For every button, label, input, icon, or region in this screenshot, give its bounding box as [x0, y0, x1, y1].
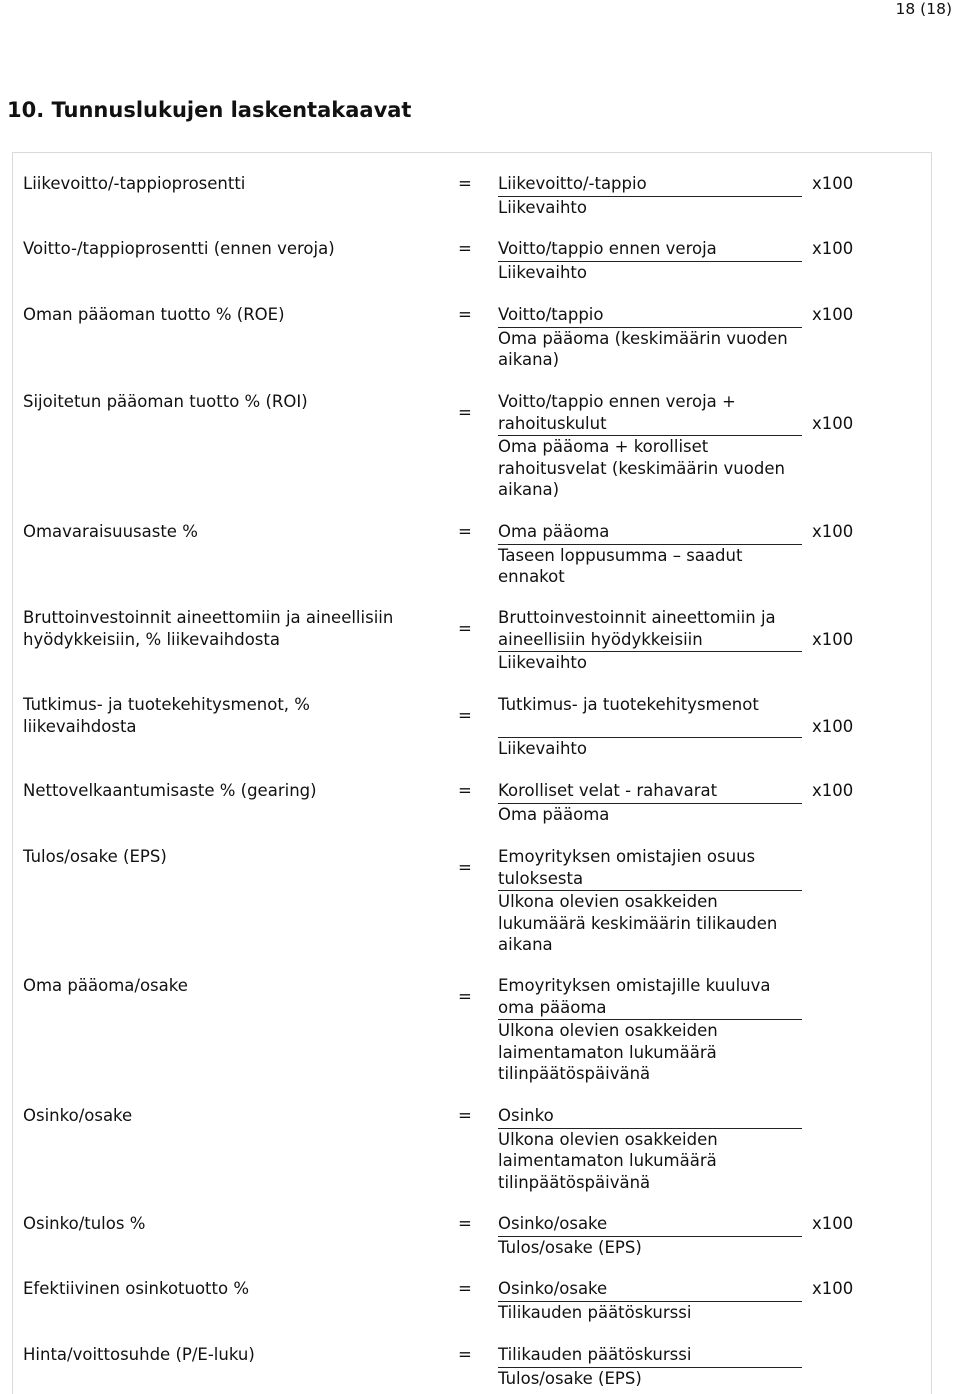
multiplier: x100 — [812, 781, 854, 800]
numerator: Osinko/osake — [498, 1213, 802, 1237]
equals-sign: = — [458, 1279, 472, 1298]
numerator: Emoyrityksen omistajille kuuluva oma pääoma — [498, 975, 802, 1020]
multiplier: x100 — [812, 174, 854, 193]
fraction — [498, 694, 802, 759]
equals-sign: = — [458, 706, 472, 725]
numerator: Emoyrityksen omistajien osuus tuloksesta — [498, 846, 802, 891]
fraction — [498, 607, 802, 674]
multiplier: x100 — [812, 305, 854, 324]
denominator: Tilikauden päätöskurssi — [498, 1302, 692, 1322]
equals-sign: = — [458, 619, 472, 638]
formula-label: Osinko/tulos % — [23, 1214, 146, 1233]
multiplier: x100 — [812, 522, 854, 541]
equals-sign: = — [458, 1345, 472, 1364]
formula-label: Liikevoitto/-tappioprosentti — [23, 174, 246, 193]
formula-label: Tutkimus- ja tuotekehitysmenot, % liikevaihdosta — [23, 695, 310, 736]
multiplier: x100 — [812, 1279, 854, 1298]
fraction — [498, 173, 802, 218]
formula-label: Efektiivinen osinkotuotto % — [23, 1279, 250, 1298]
numerator: Korolliset velat - rahavarat — [498, 780, 802, 804]
denominator: Tulos/osake (EPS) — [498, 1368, 642, 1388]
denominator: Oma pääoma + korolliset rahoitusvelat (keskimäärin vuoden aikana) — [498, 437, 785, 499]
denominator: Liikevaihto — [498, 262, 587, 282]
numerator: Osinko — [498, 1105, 802, 1129]
fraction — [498, 846, 802, 956]
fraction — [498, 1213, 802, 1258]
numerator: Tilikauden päätöskurssi — [498, 1344, 802, 1368]
denominator: Taseen loppusumma – saadut ennakot — [498, 545, 743, 586]
numerator: Voitto/tappio — [498, 304, 802, 328]
fraction — [498, 1278, 802, 1323]
denominator: Liikevaihto — [498, 738, 587, 758]
fraction — [498, 780, 802, 825]
fraction — [498, 1344, 802, 1389]
equals-sign: = — [458, 1214, 472, 1233]
denominator: Liikevaihto — [498, 197, 587, 217]
equals-sign: = — [458, 858, 472, 877]
multiplier: x100 — [812, 1214, 854, 1233]
equals-sign: = — [458, 403, 472, 422]
equals-sign: = — [458, 781, 472, 800]
equals-sign: = — [458, 174, 472, 193]
formula-label: Oman pääoman tuotto % (ROE) — [23, 305, 285, 324]
multiplier: x100 — [812, 239, 854, 258]
formula-label: Omavaraisuusaste % — [23, 522, 198, 541]
fraction — [498, 975, 802, 1085]
fraction — [498, 521, 802, 588]
fraction — [498, 1105, 802, 1193]
numerator: Oma pääoma — [498, 521, 802, 545]
numerator: Liikevoitto/-tappio — [498, 173, 802, 197]
denominator: Ulkona olevien osakkeiden laimentamaton lukumäärä tilinpäätöspäivänä — [498, 1129, 718, 1192]
formula-label: Nettovelkaantumisaste % (gearing) — [23, 781, 317, 800]
formula-label: Bruttoinvestoinnit aineettomiin ja aineellisiin hyödykkeisiin, % liikevaihdosta — [23, 608, 394, 649]
multiplier: x100 — [812, 630, 854, 649]
fraction — [498, 238, 802, 283]
denominator: Oma pääoma — [498, 804, 610, 824]
denominator: Liikevaihto — [498, 653, 587, 672]
numerator: Voitto/tappio ennen veroja — [498, 238, 802, 262]
formula-label: Osinko/osake — [23, 1106, 133, 1125]
formula-label: Tulos/osake (EPS) — [23, 847, 167, 866]
equals-sign: = — [458, 522, 472, 541]
numerator: Osinko/osake — [498, 1278, 802, 1302]
multiplier: x100 — [812, 414, 854, 433]
numerator: Voitto/tappio ennen veroja + rahoituskulut — [498, 391, 802, 436]
formula-label: Sijoitetun pääoman tuotto % (ROI) — [23, 392, 308, 411]
denominator: Ulkona olevien osakkeiden lukumäärä keskimäärin tilikauden aikana — [498, 892, 778, 954]
formula-label: Hinta/voittosuhde (P/E-luku) — [23, 1345, 255, 1364]
fraction — [498, 391, 802, 501]
denominator: Ulkona olevien osakkeiden laimentamaton lukumäärä tilinpäätöspäivänä — [498, 1021, 718, 1083]
equals-sign: = — [458, 1106, 472, 1125]
formula-label: Voitto-/tappioprosentti (ennen veroja) — [23, 239, 335, 258]
formula-label: Oma pääoma/osake — [23, 976, 188, 995]
multiplier: x100 — [812, 717, 854, 736]
page-title: 10. Tunnuslukujen laskentakaavat — [7, 98, 412, 122]
equals-sign: = — [458, 305, 472, 324]
page-number: 18 (18) — [895, 0, 952, 18]
numerator: Tutkimus- ja tuotekehitysmenot — [498, 694, 802, 738]
fraction — [498, 304, 802, 371]
denominator: Oma pääoma (keskimäärin vuoden aikana) — [498, 328, 788, 369]
denominator: Tulos/osake (EPS) — [498, 1237, 642, 1257]
equals-sign: = — [458, 239, 472, 258]
numerator: Bruttoinvestoinnit aineettomiin ja aineellisiin hyödykkeisiin — [498, 607, 802, 652]
equals-sign: = — [458, 987, 472, 1006]
